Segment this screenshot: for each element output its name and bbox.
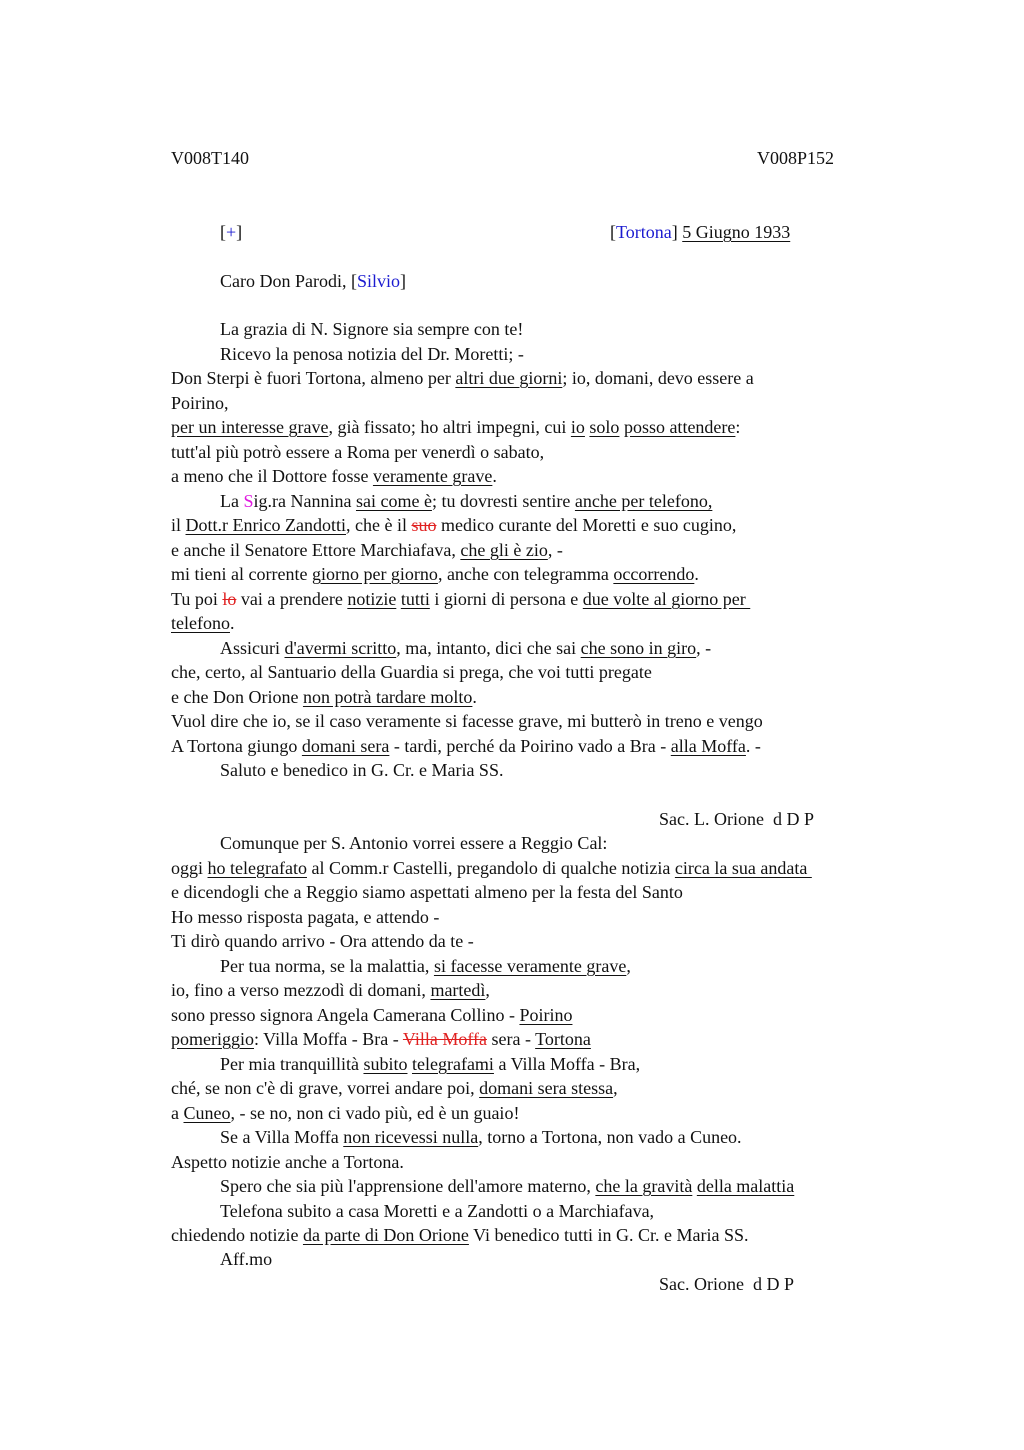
document-code-right: V008P152 (757, 148, 835, 168)
recipient-name: Silvio (356, 271, 400, 291)
deleted-word: suo (411, 515, 437, 535)
text-line: telefono. (171, 613, 235, 633)
text-line: Ricevo la penosa notizia del Dr. Moretti; - (220, 344, 524, 364)
text-line: chiedendo notizie da parte di Don Orione Vi benedico tutti in G. Cr. e Maria SS. (171, 1225, 749, 1245)
text-line: Ho messo risposta pagata, e attendo - (171, 907, 440, 927)
deleted-word: Villa Moffa (402, 1029, 487, 1049)
text-line: io, fino a verso mezzodì di domani, martedì, (171, 980, 490, 1000)
text-line: e dicendogli che a Reggio siamo aspettati almeno per la festa del Santo (171, 882, 683, 902)
date-line: [Tortona] 5 Giugno 1933 (610, 222, 791, 242)
text-line: che, certo, al Santuario della Guardia si prega, che voi tutti pregate (171, 662, 652, 682)
document-code-left: V008T140 (171, 148, 249, 168)
letter-date: 5 Giugno 1933 (682, 222, 791, 242)
cross-symbol: + (226, 222, 237, 242)
text-line: Spero che sia più l'apprensione dell'amore materno, che la gravità della malattia (220, 1176, 795, 1196)
text-line: Telefona subito a casa Moretti e a Zandotti o a Marchiafava, (220, 1201, 655, 1221)
text-line: e che Don Orione non potrà tardare molto. (171, 687, 477, 707)
text-line: e anche il Senatore Ettore Marchiafava, che gli è zio, - (171, 540, 563, 560)
signature: Sac. L. Orione d D P (659, 809, 814, 829)
text-line: per un interesse grave, già fissato; ho altri impegni, cui io solo posso attendere: (171, 417, 741, 437)
text-line: il Dott.r Enrico Zandotti, che è il suo medico curante del Moretti e suo cugino, (171, 515, 737, 535)
text-line: Per tua norma, se la malattia, si facesse veramente grave, (220, 956, 631, 976)
salutation: Caro Don Parodi, [Silvio] (220, 271, 406, 291)
text-line: A Tortona giungo domani sera - tardi, perché da Poirino vado a Bra - alla Moffa. - (171, 736, 761, 756)
text-line: a meno che il Dottore fosse veramente grave. (171, 466, 497, 486)
text-line: Ti dirò quando arrivo - Ora attendo da te - (171, 931, 474, 951)
text-line: mi tieni al corrente giorno per giorno, anche con telegramma occorrendo. (171, 564, 699, 584)
cross-mark: [+] (220, 222, 243, 242)
text-line: Saluto e benedico in G. Cr. e Maria SS. (220, 760, 504, 780)
text-line: La Sig.ra Nannina sai come è; tu dovresti sentire anche per telefono, (220, 491, 713, 511)
text-line: Tu poi lo vai a prendere notizie tutti i giorni di persona e due volte al giorno per (171, 589, 751, 609)
text-line: Assicuri d'avermi scritto, ma, intanto, dici che sai che sono in giro, - (220, 638, 712, 658)
deleted-word: lo (222, 589, 237, 609)
text-line: Se a Villa Moffa non ricevessi nulla, torno a Tortona, non vado a Cuneo. (220, 1127, 742, 1147)
text-line: Poirino, (171, 393, 229, 413)
text-line: pomeriggio: Villa Moffa - Bra - Villa Moffa sera - Tortona (171, 1029, 591, 1049)
text-line: Vuol dire che io, se il caso veramente si facesse grave, mi butterò in treno e vengo (171, 711, 763, 731)
text-line: a Cuneo, - se no, non ci vado più, ed è un guaio! (171, 1103, 520, 1123)
text-line: Per mia tranquillità subito telegrafami a Villa Moffa - Bra, (220, 1054, 641, 1074)
text-line: sono presso signora Angela Camerana Collino - Poirino (171, 1005, 573, 1025)
text-line: ché, se non c'è di grave, vorrei andare poi, domani sera stessa, (171, 1078, 618, 1098)
place-name: Tortona (616, 222, 672, 242)
closing: Aff.mo (220, 1249, 273, 1269)
text-line: tutt'al più potrò essere a Roma per venerdì o sabato, (171, 442, 545, 462)
signature: Sac. Orione d D P (659, 1274, 794, 1294)
text-line: oggi ho telegrafato al Comm.r Castelli, pregandolo di qualche notizia circa la sua andata (171, 858, 812, 878)
text-line: Aspetto notizie anche a Tortona. (171, 1152, 404, 1172)
text-line: Don Sterpi è fuori Tortona, almeno per altri due giorni; io, domani, devo essere a (171, 368, 754, 388)
text-line: La grazia di N. Signore sia sempre con te! (220, 319, 524, 339)
text-line: Comunque per S. Antonio vorrei essere a Reggio Cal: (220, 833, 608, 853)
